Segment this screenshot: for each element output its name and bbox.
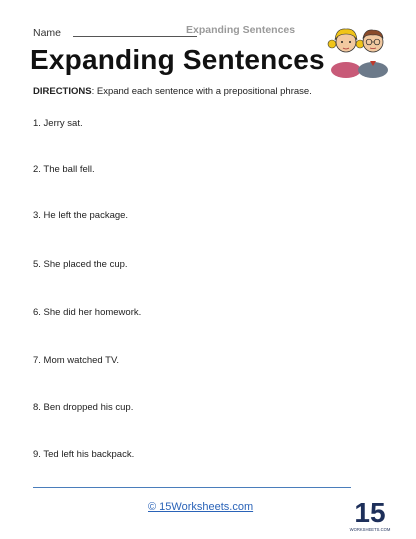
name-row	[33, 25, 197, 39]
name-line[interactable]	[73, 36, 197, 37]
directions	[33, 86, 312, 97]
fifteen-worksheets-logo	[349, 494, 391, 534]
list-item: 7. Mom watched TV.	[33, 355, 120, 366]
list-item: 3. He left the package.	[33, 210, 129, 221]
logo-number: 15	[354, 497, 386, 528]
logo-text: WORKSHEETS.COM	[349, 527, 391, 532]
list-item: 6. She did her homework.	[33, 307, 142, 318]
name-label: Name	[33, 27, 62, 39]
directions-label: DIRECTIONS	[33, 86, 92, 97]
directions-text: : Expand each sentence with a prepositional phrase.	[91, 86, 312, 97]
footer-divider	[33, 487, 351, 488]
list-item: 9. Ted left his backpack.	[33, 449, 135, 460]
list-item: 2. The ball fell.	[33, 164, 95, 175]
list-item: 8. Ben dropped his cup.	[33, 402, 134, 413]
page-title: Expanding Sentences	[30, 44, 325, 75]
worksheet-header-title: Expanding Sentences	[186, 24, 296, 36]
two-kids-illustration	[326, 22, 392, 74]
list-item: 1. Jerry sat.	[33, 118, 83, 129]
copyright-link[interactable]: © 15Worksheets.com	[148, 501, 254, 513]
list-item: 5. She placed the cup.	[33, 259, 128, 270]
